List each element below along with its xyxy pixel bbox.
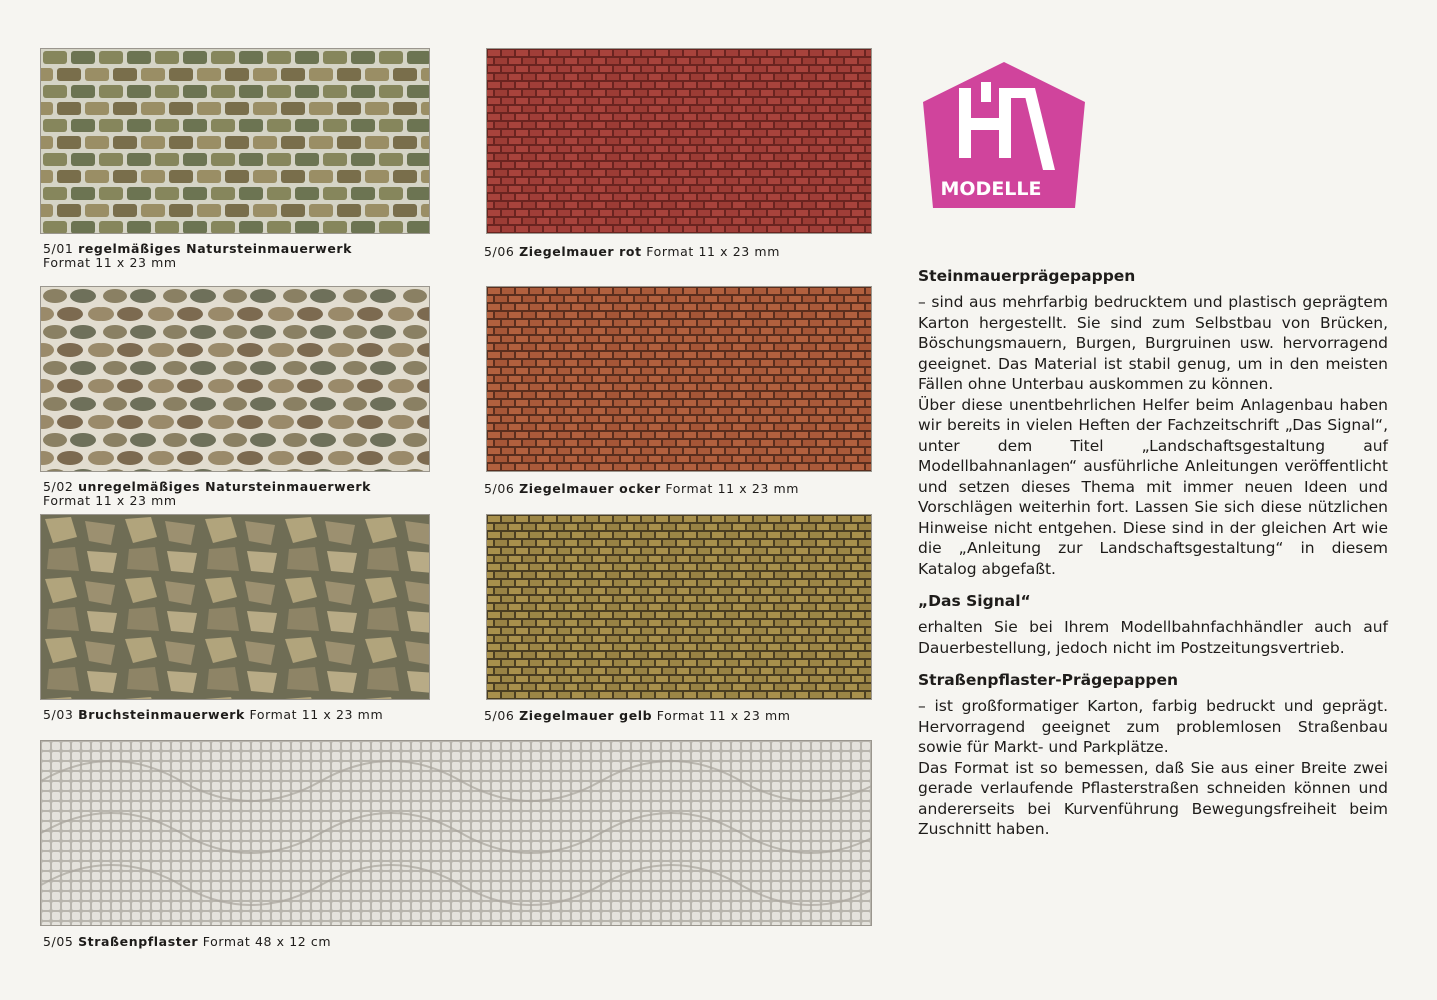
paragraph-strassenpflaster-1: – ist großformatiger Karton, farbig bedruckt und geprägt. Hervorragend geeignet zum problemlosen Straßenbau sowie für Markt- und Parkplätze. [918,697,1388,756]
paragraph-das-signal: erhalten Sie bei Ihrem Modellbahnfachhändler auch auf Dauerbestellung, jedoch nicht im Postzeitungsvertrieb. [918,618,1388,657]
swatch-natural-stone-regular [40,48,430,234]
caption-brick-ochre: 5/06 Ziegelmauer ocker Format 11 x 23 mm [484,481,800,496]
hh-modelle-logo [919,60,1089,218]
heading-das-signal: „Das Signal“ [918,592,1031,610]
caption-brick-yellow: 5/06 Ziegelmauer gelb Format 11 x 23 mm [484,708,791,723]
paragraph-steinmauer-1: – sind aus mehrfarbig bedrucktem und plastisch geprägtem Karton hergestellt. Sie sind zum Selbstbau von Brücken, Böschungsmauern, Burgen, Burgruinen usw. hervorragend geeignet. Das Material ist stabil genug, um in den meisten Fällen ohne Unterbau auskommen zu können. [918,293,1388,393]
caption-5-03: 5/03 Bruchsteinmauerwerk Format 11 x 23 mm [43,707,384,722]
caption-5-02: 5/02 unregelmäßiges Natursteinmauerwerk Format 11 x 23 mm [43,479,372,508]
logo-text: MODELLE [940,178,1042,200]
heading-steinmauer: Steinmauerprägepappen [918,267,1136,285]
swatch-cobblestone [40,740,872,926]
paragraph-steinmauer-2: Über diese unentbehrlichen Helfer beim Anlagenbau haben wir bereits in vielen Heften der Fachzeitschrift „Das Signal“, unter dem Titel „Landschaftsgestaltung auf Modellbahnanlagen“ ausführliche Anleitungen veröffentlicht und setzen dieses Thema mit immer neuen Ideen und Vorschlägen weiterhin fort. Lassen Sie sich diese nützlichen Hinweise nicht entgehen. Diese sind in der gleichen Art wie die „Anleitung zur Landschaftsgestaltung“ in diesem Katalog abgefaßt. [918,395,1388,578]
swatch-natural-stone-irregular [40,286,430,472]
description-text [918,266,1388,840]
swatch-brick-red [486,48,872,234]
paragraph-strassenpflaster-2: Das Format ist so bemessen, daß Sie aus einer Breite zwei gerade verlaufende Pflasterstraßen schneiden können und andererseits bei Kurvenführung Bewegungsfreiheit beim Zuschnitt haben. [918,758,1388,838]
swatch-rubble-stone [40,514,430,700]
swatch-brick-ochre [486,286,872,472]
caption-5-01: 5/01 regelmäßiges Natursteinmauerwerk Format 11 x 23 mm [43,241,353,270]
heading-strassenpflaster: Straßenpflaster-Prägepappen [918,671,1179,689]
swatch-brick-yellow [486,514,872,700]
caption-5-05: 5/05 Straßenpflaster Format 48 x 12 cm [43,934,332,949]
caption-brick-red: 5/06 Ziegelmauer rot Format 11 x 23 mm [484,244,780,259]
